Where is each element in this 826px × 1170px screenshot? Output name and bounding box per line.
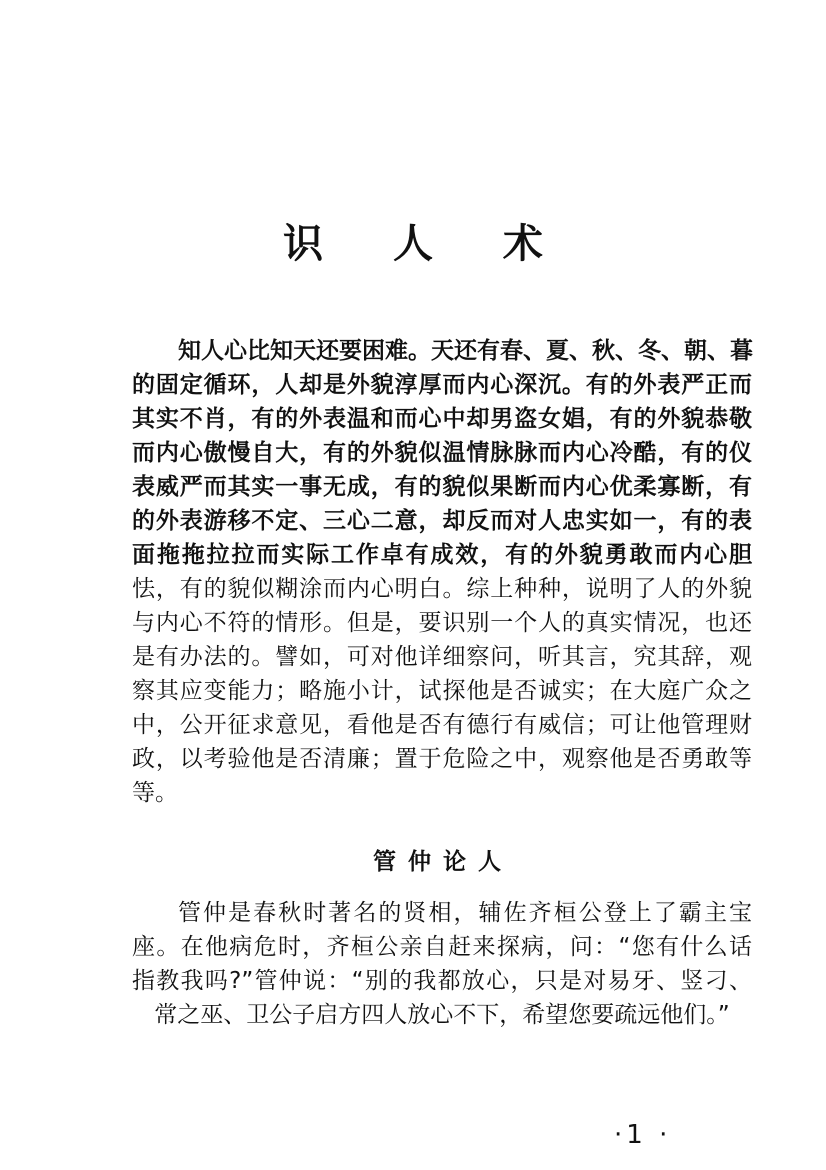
text-line: 座。在他病危时，齐桓公亲自赶来探病，问：“您有什么话: [132, 934, 752, 960]
text-line: 与内心不符的情形。但是，要识别一个人的真实情况，也还: [132, 610, 752, 636]
text-line: 知人心比知天还要困难。天还有春、夏、秋、冬、朝、暮: [178, 338, 753, 364]
text-line: 是有办法的。譬如，可对他详细察问，听其言，究其辞，观: [132, 644, 752, 670]
text-line: 的固定循环，人却是外貌淳厚而内心深沉。有的外表严正而: [132, 372, 752, 398]
page-title: 识 人 术: [283, 221, 571, 267]
text-line: 其实不肖，有的外表温和而心中却男盗女娼，有的外貌恭敬: [132, 406, 752, 432]
text-line: 察其应变能力；略施小计，试探他是否诚实；在大庭广众之: [132, 678, 752, 704]
text-line: 中，公开征求意见，看他是否有德行有威信；可让他管理财: [132, 712, 752, 738]
page-number: ·1 ·: [614, 1120, 672, 1150]
text-line: 怯，有的貌似糊涂而内心明白。综上种种，说明了人的外貌: [132, 576, 752, 602]
text-line: 政，以考验他是否清廉；置于危险之中，观察他是否勇敢等: [132, 746, 752, 772]
story-paragraph: [132, 896, 752, 1032]
text-line: 管仲是春秋时著名的贤相，辅佐齐桓公登上了霸主宝: [178, 900, 752, 926]
text-line: 常之巫、卫公子启方四人放心不下，希望您要疏远他们。”: [154, 1002, 730, 1028]
section-subtitle: 管仲论人: [373, 849, 513, 875]
text-line: 等。: [132, 780, 178, 806]
text-line: 的外表游移不定、三心二意，却反而对人忠实如一，有的表: [132, 508, 752, 534]
main-paragraph: [132, 334, 752, 810]
text-line: 而内心傲慢自大，有的外貌似温情脉脉而内心冷酷，有的仪: [132, 440, 752, 466]
text-line: 指教我吗?”管仲说：“别的我都放心，只是对易牙、竖刁、: [132, 968, 752, 994]
text-line: 表威严而其实一事无成，有的貌似果断而内心优柔寡断，有: [132, 474, 752, 500]
text-line: 面拖拖拉拉而实际工作卓有成效，有的外貌勇敢而内心胆: [132, 542, 752, 568]
